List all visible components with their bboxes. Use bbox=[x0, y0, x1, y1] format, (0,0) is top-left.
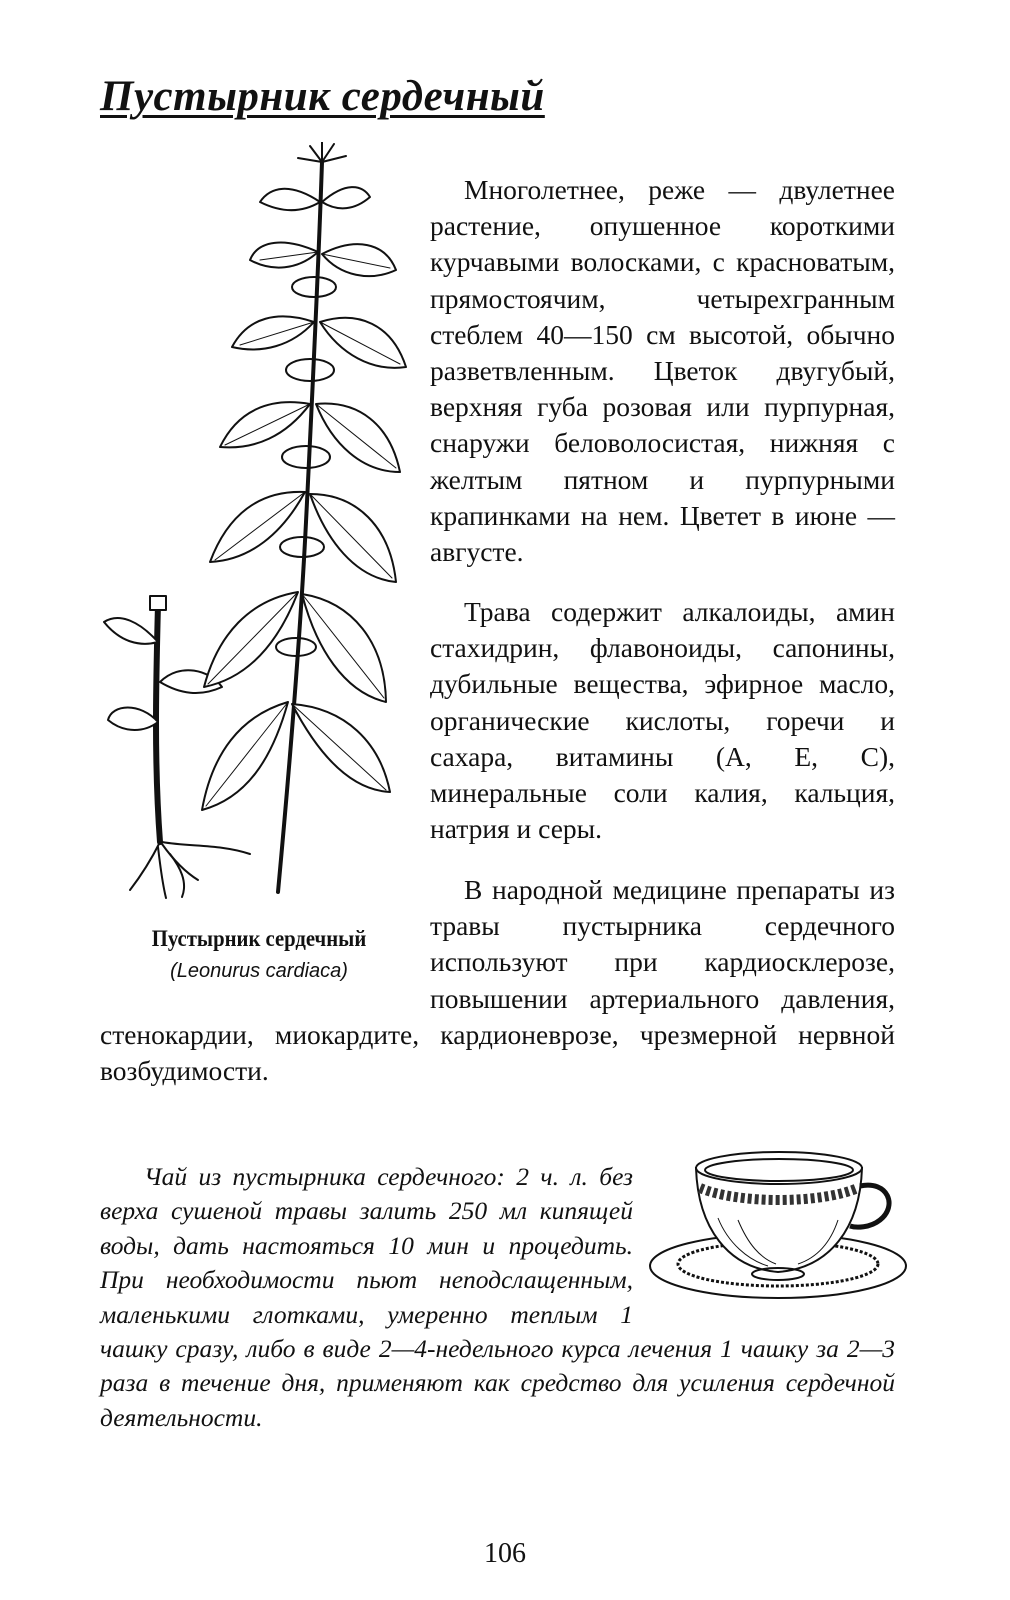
page-title: Пустырник сердечный bbox=[100, 73, 545, 120]
tea-recipe-text: Чай из пустырника сердечного: 2 ч. л. без верха сушеной травы залить 250 мл кипящей воды, дать настояться 10 мин и процедить. При необходимости пьют неподслащенным, маленькими глотками, умеренно теплым 1 чашку сразу, либо в виде 2—4-недельного курса лечения 1 чашку за 2—3 раза в течение дня, применяют как средство для усиления сердечной деятельности. bbox=[100, 1162, 895, 1432]
page-number: 106 bbox=[484, 1538, 526, 1569]
caption-latin-name: (Leonurus cardiaca) bbox=[170, 960, 348, 982]
composition-paragraph: Трава содержит алкалоиды, амин стахидрин, флавоноиды, сапонины, дубильные вещества, эфирное масло, органические кислоты, горечи и сахара, витамины (A, E, C), минеральные соли калия, кальция, натрия и серы. bbox=[430, 596, 895, 845]
tea-recipe bbox=[100, 1160, 895, 1435]
caption-plant-name: Пустырник сердечный bbox=[151, 926, 367, 951]
motherwort-plant-illustration bbox=[100, 142, 420, 904]
usage-text: В народной медицине препараты из травы пустырника сердечного используют при кардиосклерозе, повышении артериального давления, стенокардии, миокардите, кардионеврозе, чрезмерной нервной возбудимости. bbox=[100, 874, 895, 1087]
description-paragraph: Многолетнее, реже — двулетнее растение, опушенное короткими курчавыми волосками, с красноватым, прямостоячим, четырехгранным стеблем 40—150 см высотой, обычно разветвленным. Цветок двугубый, верхняя губа розовая или пурпурная, снаружи беловолосистая, нижняя с желтым пятном и пурпурными крапинками на нем. Цветет в июне — августе. bbox=[430, 174, 895, 568]
usage-paragraph bbox=[100, 872, 895, 1089]
